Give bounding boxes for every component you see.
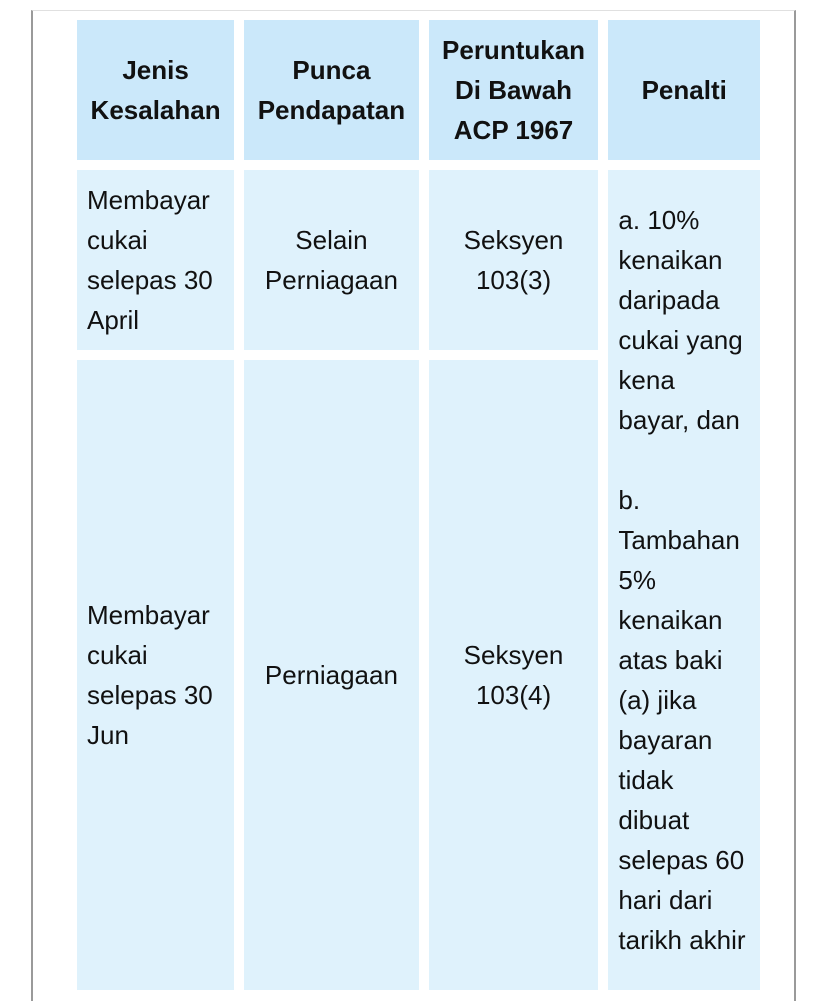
header-punca-pendapatan: Punca Pendapatan [244, 20, 418, 160]
table-row [77, 170, 760, 350]
cell-peruntukan: Seksyen 103(3) [429, 170, 599, 350]
penalti-item-b: b. Tambahan 5% kenaikan atas baki (a) jika bayaran tidak dibuat selepas 60 hari dari tarikh akhir [618, 485, 746, 955]
cell-penalti [608, 170, 760, 990]
penalti-spacer [618, 440, 750, 480]
header-penalti: Penalti [608, 20, 760, 160]
cell-jenis-kesalahan: Membayar cukai selepas 30 Jun [77, 360, 234, 990]
penalti-item-a: a. 10% kenaikan daripada cukai yang kena bayar, dan [618, 205, 743, 435]
cell-jenis-kesalahan: Membayar cukai selepas 30 April [77, 170, 234, 350]
header-jenis-kesalahan: Jenis Kesalahan [77, 20, 234, 160]
cell-punca-pendapatan: Perniagaan [244, 360, 418, 990]
cell-punca-pendapatan: Selain Perniagaan [244, 170, 418, 350]
header-peruntukan: Peruntukan Di Bawah ACP 1967 [429, 20, 599, 160]
penalty-table [67, 10, 770, 1000]
cell-peruntukan: Seksyen 103(4) [429, 360, 599, 990]
table-header-row [77, 20, 760, 160]
